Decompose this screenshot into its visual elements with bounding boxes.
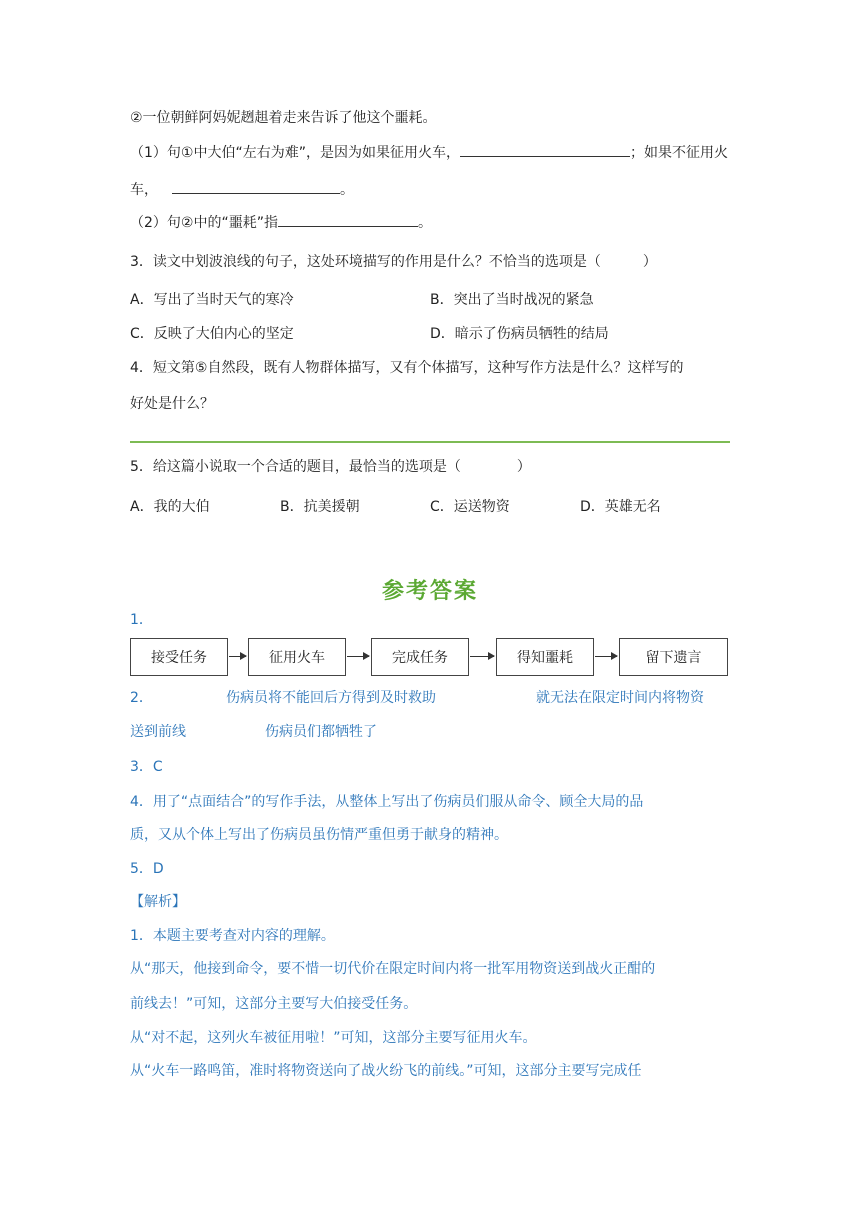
q4-stem-line2: 好处是什么？ — [130, 396, 214, 412]
flow-step-3: 完成任务 — [371, 638, 469, 676]
q2-sub2-blank[interactable] — [278, 212, 418, 227]
analysis-line-1: 1．本题主要考查对内容的理解。 — [130, 928, 335, 944]
q2-sub1-text-c: 车， — [130, 182, 158, 198]
q2-sub1-blank1[interactable] — [460, 142, 630, 157]
q3-option-c[interactable]: C．反映了大伯内心的坚定 — [130, 326, 294, 342]
answers-title: 参考答案 — [381, 579, 478, 604]
answer-2-part4: 伤病员们都牺牲了 — [265, 724, 377, 740]
flow-arrow-4 — [595, 656, 617, 657]
q5-option-b[interactable]: B．抗美援朝 — [280, 499, 360, 515]
q2-sub1-text-a: （1）句①中大伯“左右为难”，是因为如果征用火车， — [130, 145, 460, 161]
flow-step-4: 得知噩耗 — [496, 638, 594, 676]
q3-option-b[interactable]: B．突出了当时战况的紧急 — [430, 292, 594, 308]
analysis-line-5: 从“火车一路鸣笛，准时将物资送向了战火纷飞的前线。”可知，这部分主要写完成任 — [130, 1063, 642, 1079]
q5-option-d[interactable]: D．英雄无名 — [580, 499, 661, 515]
q2-sub1-text-d: 。 — [340, 182, 354, 198]
q5-stem: 5．给这篇小说取一个合适的题目，最恰当的选项是（ ） — [130, 459, 531, 475]
answer-1-flowchart — [130, 638, 728, 678]
answer-4-line1: 4．用了“点面结合”的写作手法，从整体上写出了伤病员们服从命令、顾全大局的品 — [130, 794, 644, 810]
flow-step-2: 征用火车 — [248, 638, 346, 676]
q2-sub1-line2 — [130, 179, 354, 200]
answer-5: 5．D — [130, 861, 164, 877]
q3-option-a[interactable]: A．写出了当时天气的寒冷 — [130, 292, 294, 308]
flow-arrow-3 — [470, 656, 494, 657]
analysis-label: 【解析】 — [130, 894, 186, 910]
answer-2-label: 2． — [130, 690, 153, 706]
q2-sub2-text-b: 。 — [417, 215, 432, 231]
q4-stem-line1: 4．短文第⑤自然段，既有人物群体描写，又有个体描写，这种写作方法是什么？这样写的 — [130, 360, 684, 376]
q2-sub1-line1 — [130, 142, 728, 163]
flow-arrow-1 — [229, 656, 246, 657]
flow-arrow-2 — [347, 656, 369, 657]
q3-option-d[interactable]: D．暗示了伤病员牺牲的结局 — [430, 326, 609, 342]
analysis-line-3: 前线去！”可知，这部分主要写大伯接受任务。 — [130, 996, 418, 1012]
analysis-line-2: 从“那天，他接到命令，要不惜一切代价在限定时间内将一批军用物资送到战火正酣的 — [130, 961, 656, 977]
answer-2-part2: 就无法在限定时间内将物资 — [536, 690, 704, 706]
q2-sub1-blank2[interactable] — [172, 179, 340, 194]
q5-option-c[interactable]: C．运送物资 — [430, 499, 510, 515]
answer-1-label: 1． — [130, 612, 153, 628]
q4-answer-line[interactable] — [130, 441, 730, 443]
answer-2-part1: 伤病员将不能回后方得到及时救助 — [226, 690, 436, 706]
answer-2-part3: 送到前线 — [130, 724, 186, 740]
answer-3: 3．C — [130, 759, 163, 775]
q2-sub1-text-b: ；如果不征用火 — [629, 145, 728, 161]
q5-option-a[interactable]: A．我的大伯 — [130, 499, 210, 515]
flow-step-5: 留下遗言 — [619, 638, 728, 676]
analysis-line-4: 从“对不起，这列火车被征用啦！”可知，这部分主要写征用火车。 — [130, 1030, 537, 1046]
q2-sub2-line — [130, 212, 432, 233]
q2-sub2-text-a: （2）句②中的“噩耗”指 — [130, 215, 278, 231]
flow-step-1: 接受任务 — [130, 638, 228, 676]
q2-sentence: ②一位朝鲜阿妈妮趔趄着走来告诉了他这个噩耗。 — [130, 110, 437, 126]
q3-stem: 3．读文中划波浪线的句子，这处环境描写的作用是什么？不恰当的选项是（ ） — [130, 254, 657, 270]
answer-4-line2: 质，又从个体上写出了伤病员虽伤情严重但勇于献身的精神。 — [130, 827, 508, 843]
